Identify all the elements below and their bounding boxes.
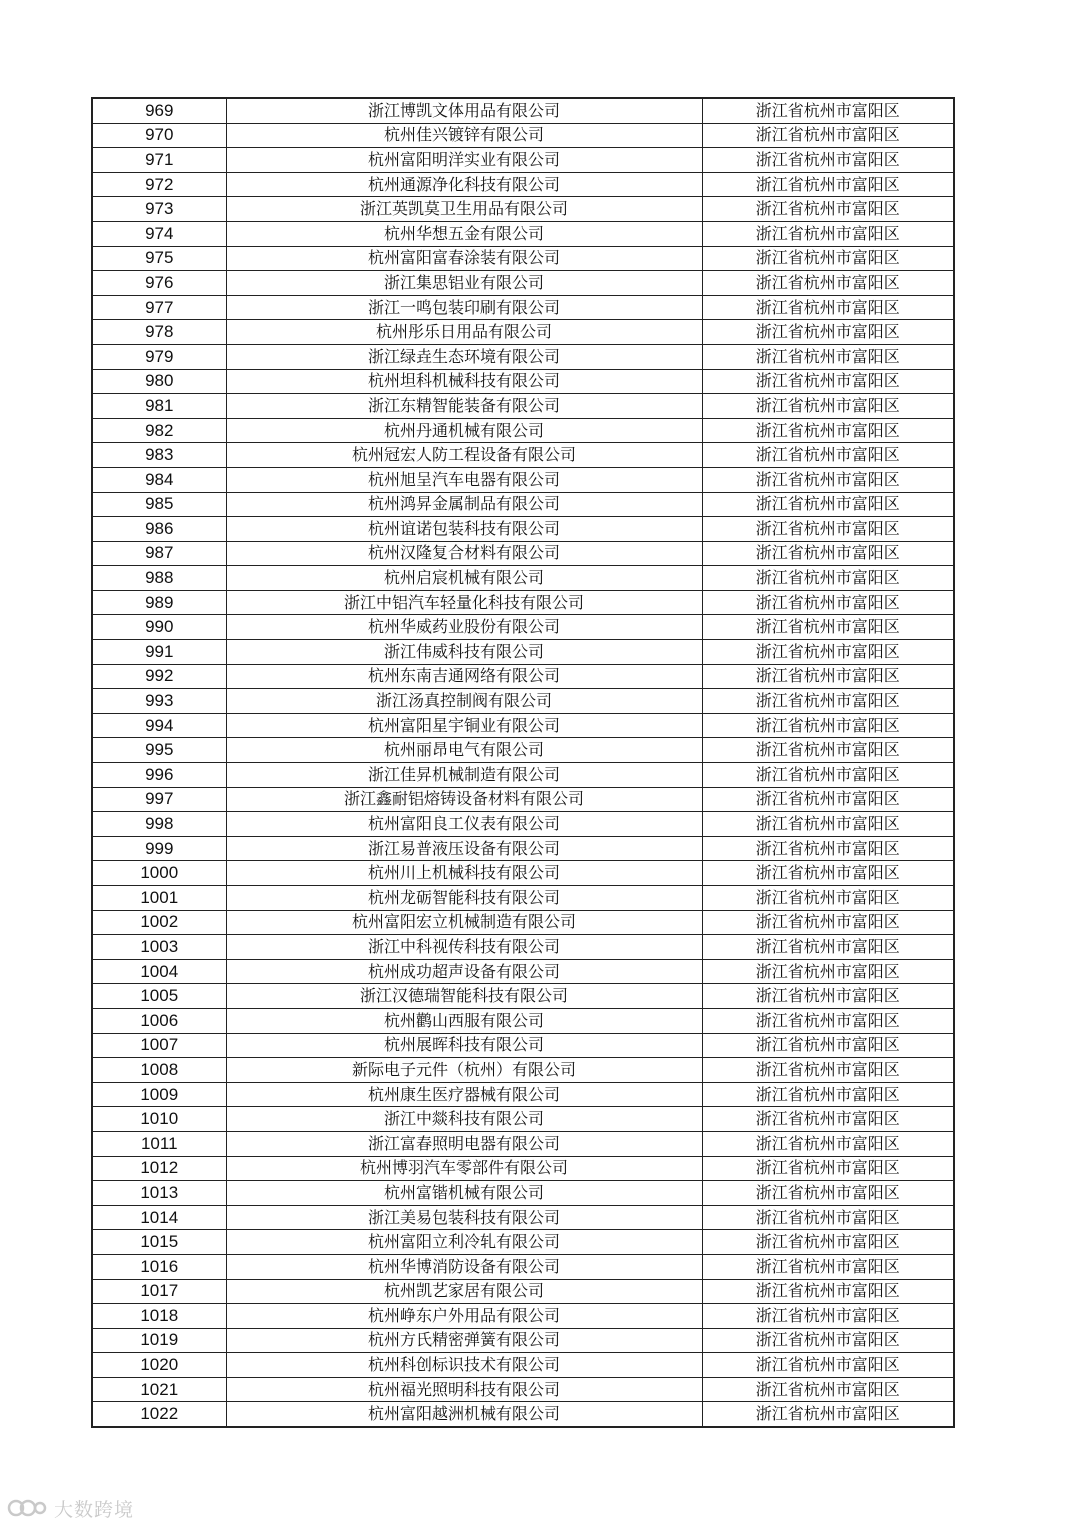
- row-number-cell: 1016: [92, 1254, 226, 1279]
- region-cell: 浙江省杭州市富阳区: [702, 1131, 954, 1156]
- company-name-cell: 杭州富阳富春涂装有限公司: [226, 246, 702, 271]
- company-name-cell: 浙江美易包装科技有限公司: [226, 1205, 702, 1230]
- table-row: [92, 713, 954, 738]
- company-name-cell: 浙江博凯文体用品有限公司: [226, 98, 702, 123]
- table-row: [92, 836, 954, 861]
- region-cell: 浙江省杭州市富阳区: [702, 935, 954, 960]
- company-name-cell: 杭州富阳良工仪表有限公司: [226, 812, 702, 837]
- region-cell: 浙江省杭州市富阳区: [702, 246, 954, 271]
- region-cell: 浙江省杭州市富阳区: [702, 1328, 954, 1353]
- region-cell: 浙江省杭州市富阳区: [702, 492, 954, 517]
- company-name-cell: 浙江集思铝业有限公司: [226, 271, 702, 296]
- row-number-cell: 1009: [92, 1082, 226, 1107]
- region-cell: 浙江省杭州市富阳区: [702, 664, 954, 689]
- table-row: [92, 443, 954, 468]
- company-name-cell: 杭州富阳星宇铜业有限公司: [226, 713, 702, 738]
- region-cell: 浙江省杭州市富阳区: [702, 861, 954, 886]
- region-cell: 浙江省杭州市富阳区: [702, 1254, 954, 1279]
- region-cell: 浙江省杭州市富阳区: [702, 172, 954, 197]
- table-row: [92, 910, 954, 935]
- region-cell: 浙江省杭州市富阳区: [702, 123, 954, 148]
- table-row: [92, 369, 954, 394]
- row-number-cell: 992: [92, 664, 226, 689]
- row-number-cell: 1000: [92, 861, 226, 886]
- company-name-cell: 浙江中燚科技有限公司: [226, 1107, 702, 1132]
- table-row: [92, 1402, 954, 1427]
- region-cell: 浙江省杭州市富阳区: [702, 1205, 954, 1230]
- table-row: [92, 590, 954, 615]
- row-number-cell: 988: [92, 566, 226, 591]
- row-number-cell: 985: [92, 492, 226, 517]
- table-row: [92, 1205, 954, 1230]
- table-row: [92, 615, 954, 640]
- row-number-cell: 971: [92, 148, 226, 173]
- table-row: [92, 1156, 954, 1181]
- row-number-cell: 1017: [92, 1279, 226, 1304]
- company-name-cell: 浙江绿垚生态环境有限公司: [226, 344, 702, 369]
- region-cell: 浙江省杭州市富阳区: [702, 689, 954, 714]
- table-row: [92, 787, 954, 812]
- company-name-cell: 浙江鑫耐铝熔铸设备材料有限公司: [226, 787, 702, 812]
- row-number-cell: 970: [92, 123, 226, 148]
- company-name-cell: 杭州富阳明洋实业有限公司: [226, 148, 702, 173]
- company-name-cell: 杭州峥东户外用品有限公司: [226, 1304, 702, 1329]
- region-cell: 浙江省杭州市富阳区: [702, 787, 954, 812]
- table-row: [92, 1353, 954, 1378]
- table-row: [92, 1328, 954, 1353]
- table-row: [92, 861, 954, 886]
- row-number-cell: 1002: [92, 910, 226, 935]
- company-name-cell: 杭州福光照明科技有限公司: [226, 1377, 702, 1402]
- company-name-cell: 浙江东精智能装备有限公司: [226, 394, 702, 419]
- region-cell: 浙江省杭州市富阳区: [702, 812, 954, 837]
- region-cell: 浙江省杭州市富阳区: [702, 295, 954, 320]
- company-name-cell: 杭州富阳宏立机械制造有限公司: [226, 910, 702, 935]
- region-cell: 浙江省杭州市富阳区: [702, 394, 954, 419]
- region-cell: 浙江省杭州市富阳区: [702, 640, 954, 665]
- row-number-cell: 1014: [92, 1205, 226, 1230]
- company-name-cell: 杭州通源净化科技有限公司: [226, 172, 702, 197]
- row-number-cell: 996: [92, 763, 226, 788]
- row-number-cell: 984: [92, 467, 226, 492]
- table-row: [92, 467, 954, 492]
- region-cell: 浙江省杭州市富阳区: [702, 1107, 954, 1132]
- row-number-cell: 1001: [92, 886, 226, 911]
- row-number-cell: 974: [92, 221, 226, 246]
- row-number-cell: 1012: [92, 1156, 226, 1181]
- table-row: [92, 886, 954, 911]
- table-row: [92, 221, 954, 246]
- company-name-cell: 杭州展晖科技有限公司: [226, 1033, 702, 1058]
- region-cell: 浙江省杭州市富阳区: [702, 738, 954, 763]
- row-number-cell: 1003: [92, 935, 226, 960]
- watermark: [6, 1494, 134, 1522]
- table-row: [92, 492, 954, 517]
- row-number-cell: 994: [92, 713, 226, 738]
- region-cell: 浙江省杭州市富阳区: [702, 197, 954, 222]
- brand-logo-icon: [6, 1496, 48, 1520]
- company-list-table: [91, 97, 955, 1428]
- table-row: [92, 517, 954, 542]
- company-name-cell: 杭州冠宏人防工程设备有限公司: [226, 443, 702, 468]
- table-row: [92, 640, 954, 665]
- table-row: [92, 1131, 954, 1156]
- table-row: [92, 738, 954, 763]
- region-cell: 浙江省杭州市富阳区: [702, 615, 954, 640]
- company-name-cell: 杭州华想五金有限公司: [226, 221, 702, 246]
- table-row: [92, 1377, 954, 1402]
- row-number-cell: 982: [92, 418, 226, 443]
- row-number-cell: 983: [92, 443, 226, 468]
- region-cell: 浙江省杭州市富阳区: [702, 1156, 954, 1181]
- region-cell: 浙江省杭州市富阳区: [702, 984, 954, 1009]
- table-row: [92, 123, 954, 148]
- table-row: [92, 394, 954, 419]
- company-name-cell: 杭州华威药业股份有限公司: [226, 615, 702, 640]
- row-number-cell: 1018: [92, 1304, 226, 1329]
- table-row: [92, 418, 954, 443]
- company-name-cell: 杭州丽昂电气有限公司: [226, 738, 702, 763]
- table-row: [92, 1304, 954, 1329]
- region-cell: 浙江省杭州市富阳区: [702, 320, 954, 345]
- table-row: [92, 246, 954, 271]
- region-cell: 浙江省杭州市富阳区: [702, 1377, 954, 1402]
- company-name-cell: 杭州康生医疗器械有限公司: [226, 1082, 702, 1107]
- row-number-cell: 998: [92, 812, 226, 837]
- row-number-cell: 986: [92, 517, 226, 542]
- company-name-cell: 杭州富锴机械有限公司: [226, 1181, 702, 1206]
- region-cell: 浙江省杭州市富阳区: [702, 221, 954, 246]
- table-row: [92, 148, 954, 173]
- company-name-cell: 新际电子元件（杭州）有限公司: [226, 1058, 702, 1083]
- table-row: [92, 1254, 954, 1279]
- row-number-cell: 1021: [92, 1377, 226, 1402]
- company-name-cell: 杭州富阳越洲机械有限公司: [226, 1402, 702, 1427]
- region-cell: 浙江省杭州市富阳区: [702, 910, 954, 935]
- company-name-cell: 杭州汉隆复合材料有限公司: [226, 541, 702, 566]
- table-row: [92, 1008, 954, 1033]
- row-number-cell: 1006: [92, 1008, 226, 1033]
- table-row: [92, 1082, 954, 1107]
- company-name-cell: 浙江一鸣包装印刷有限公司: [226, 295, 702, 320]
- region-cell: 浙江省杭州市富阳区: [702, 541, 954, 566]
- row-number-cell: 989: [92, 590, 226, 615]
- region-cell: 浙江省杭州市富阳区: [702, 1304, 954, 1329]
- company-name-cell: 杭州谊诺包装科技有限公司: [226, 517, 702, 542]
- table-row: [92, 541, 954, 566]
- company-name-cell: 杭州鹳山西服有限公司: [226, 1008, 702, 1033]
- table-row: [92, 763, 954, 788]
- company-name-cell: 浙江佳昇机械制造有限公司: [226, 763, 702, 788]
- region-cell: 浙江省杭州市富阳区: [702, 1402, 954, 1427]
- row-number-cell: 980: [92, 369, 226, 394]
- region-cell: 浙江省杭州市富阳区: [702, 1008, 954, 1033]
- company-name-cell: 杭州东南吉通网络有限公司: [226, 664, 702, 689]
- row-number-cell: 1015: [92, 1230, 226, 1255]
- watermark-text: 大数跨境: [54, 1498, 135, 1521]
- row-number-cell: 1011: [92, 1131, 226, 1156]
- region-cell: 浙江省杭州市富阳区: [702, 1353, 954, 1378]
- table-row: [92, 664, 954, 689]
- row-number-cell: 978: [92, 320, 226, 345]
- region-cell: 浙江省杭州市富阳区: [702, 98, 954, 123]
- table-row: [92, 320, 954, 345]
- row-number-cell: 1020: [92, 1353, 226, 1378]
- region-cell: 浙江省杭州市富阳区: [702, 836, 954, 861]
- table-row: [92, 984, 954, 1009]
- table-row: [92, 1279, 954, 1304]
- row-number-cell: 976: [92, 271, 226, 296]
- table-row: [92, 959, 954, 984]
- region-cell: 浙江省杭州市富阳区: [702, 1230, 954, 1255]
- row-number-cell: 995: [92, 738, 226, 763]
- region-cell: 浙江省杭州市富阳区: [702, 517, 954, 542]
- region-cell: 浙江省杭州市富阳区: [702, 1058, 954, 1083]
- company-name-cell: 杭州成功超声设备有限公司: [226, 959, 702, 984]
- table-row: [92, 935, 954, 960]
- region-cell: 浙江省杭州市富阳区: [702, 148, 954, 173]
- company-name-cell: 杭州华博消防设备有限公司: [226, 1254, 702, 1279]
- table-row: [92, 1181, 954, 1206]
- row-number-cell: 1022: [92, 1402, 226, 1427]
- company-name-cell: 浙江汤真控制阀有限公司: [226, 689, 702, 714]
- region-cell: 浙江省杭州市富阳区: [702, 590, 954, 615]
- row-number-cell: 991: [92, 640, 226, 665]
- table-row: [92, 1230, 954, 1255]
- table-row: [92, 566, 954, 591]
- company-name-cell: 杭州彤乐日用品有限公司: [226, 320, 702, 345]
- region-cell: 浙江省杭州市富阳区: [702, 1279, 954, 1304]
- region-cell: 浙江省杭州市富阳区: [702, 566, 954, 591]
- table-row: [92, 1033, 954, 1058]
- region-cell: 浙江省杭州市富阳区: [702, 1181, 954, 1206]
- company-name-cell: 杭州旭呈汽车电器有限公司: [226, 467, 702, 492]
- company-name-cell: 浙江英凯莫卫生用品有限公司: [226, 197, 702, 222]
- region-cell: 浙江省杭州市富阳区: [702, 418, 954, 443]
- company-name-cell: 浙江易普液压设备有限公司: [226, 836, 702, 861]
- row-number-cell: 990: [92, 615, 226, 640]
- row-number-cell: 1010: [92, 1107, 226, 1132]
- table-row: [92, 1107, 954, 1132]
- region-cell: 浙江省杭州市富阳区: [702, 713, 954, 738]
- company-name-cell: 杭州富阳立利冷轧有限公司: [226, 1230, 702, 1255]
- region-cell: 浙江省杭州市富阳区: [702, 886, 954, 911]
- region-cell: 浙江省杭州市富阳区: [702, 959, 954, 984]
- company-name-cell: 杭州坦科机械科技有限公司: [226, 369, 702, 394]
- table-row: [92, 1058, 954, 1083]
- table-row: [92, 689, 954, 714]
- row-number-cell: 993: [92, 689, 226, 714]
- row-number-cell: 997: [92, 787, 226, 812]
- company-name-cell: 浙江中科视传科技有限公司: [226, 935, 702, 960]
- table-row: [92, 812, 954, 837]
- region-cell: 浙江省杭州市富阳区: [702, 467, 954, 492]
- table-body: [92, 98, 954, 1427]
- row-number-cell: 987: [92, 541, 226, 566]
- row-number-cell: 999: [92, 836, 226, 861]
- company-name-cell: 杭州川上机械科技有限公司: [226, 861, 702, 886]
- row-number-cell: 1007: [92, 1033, 226, 1058]
- company-name-cell: 杭州凯艺家居有限公司: [226, 1279, 702, 1304]
- table-row: [92, 98, 954, 123]
- row-number-cell: 1004: [92, 959, 226, 984]
- company-name-cell: 浙江富春照明电器有限公司: [226, 1131, 702, 1156]
- row-number-cell: 972: [92, 172, 226, 197]
- region-cell: 浙江省杭州市富阳区: [702, 1082, 954, 1107]
- company-name-cell: 杭州丹通机械有限公司: [226, 418, 702, 443]
- region-cell: 浙江省杭州市富阳区: [702, 344, 954, 369]
- row-number-cell: 979: [92, 344, 226, 369]
- row-number-cell: 969: [92, 98, 226, 123]
- table-row: [92, 344, 954, 369]
- region-cell: 浙江省杭州市富阳区: [702, 1033, 954, 1058]
- table-row: [92, 271, 954, 296]
- company-name-cell: 浙江汉德瑞智能科技有限公司: [226, 984, 702, 1009]
- company-name-cell: 杭州科创标识技术有限公司: [226, 1353, 702, 1378]
- company-name-cell: 浙江伟威科技有限公司: [226, 640, 702, 665]
- row-number-cell: 1005: [92, 984, 226, 1009]
- row-number-cell: 977: [92, 295, 226, 320]
- row-number-cell: 973: [92, 197, 226, 222]
- row-number-cell: 975: [92, 246, 226, 271]
- region-cell: 浙江省杭州市富阳区: [702, 369, 954, 394]
- row-number-cell: 1013: [92, 1181, 226, 1206]
- table-row: [92, 295, 954, 320]
- company-name-cell: 杭州方氏精密弹簧有限公司: [226, 1328, 702, 1353]
- company-name-cell: 杭州启宸机械有限公司: [226, 566, 702, 591]
- row-number-cell: 1008: [92, 1058, 226, 1083]
- company-name-cell: 浙江中铝汽车轻量化科技有限公司: [226, 590, 702, 615]
- row-number-cell: 1019: [92, 1328, 226, 1353]
- region-cell: 浙江省杭州市富阳区: [702, 763, 954, 788]
- table-row: [92, 197, 954, 222]
- company-name-cell: 杭州鸿昇金属制品有限公司: [226, 492, 702, 517]
- company-name-cell: 杭州龙砺智能科技有限公司: [226, 886, 702, 911]
- region-cell: 浙江省杭州市富阳区: [702, 271, 954, 296]
- table-row: [92, 172, 954, 197]
- region-cell: 浙江省杭州市富阳区: [702, 443, 954, 468]
- company-name-cell: 杭州博羽汽车零部件有限公司: [226, 1156, 702, 1181]
- company-name-cell: 杭州佳兴镀锌有限公司: [226, 123, 702, 148]
- row-number-cell: 981: [92, 394, 226, 419]
